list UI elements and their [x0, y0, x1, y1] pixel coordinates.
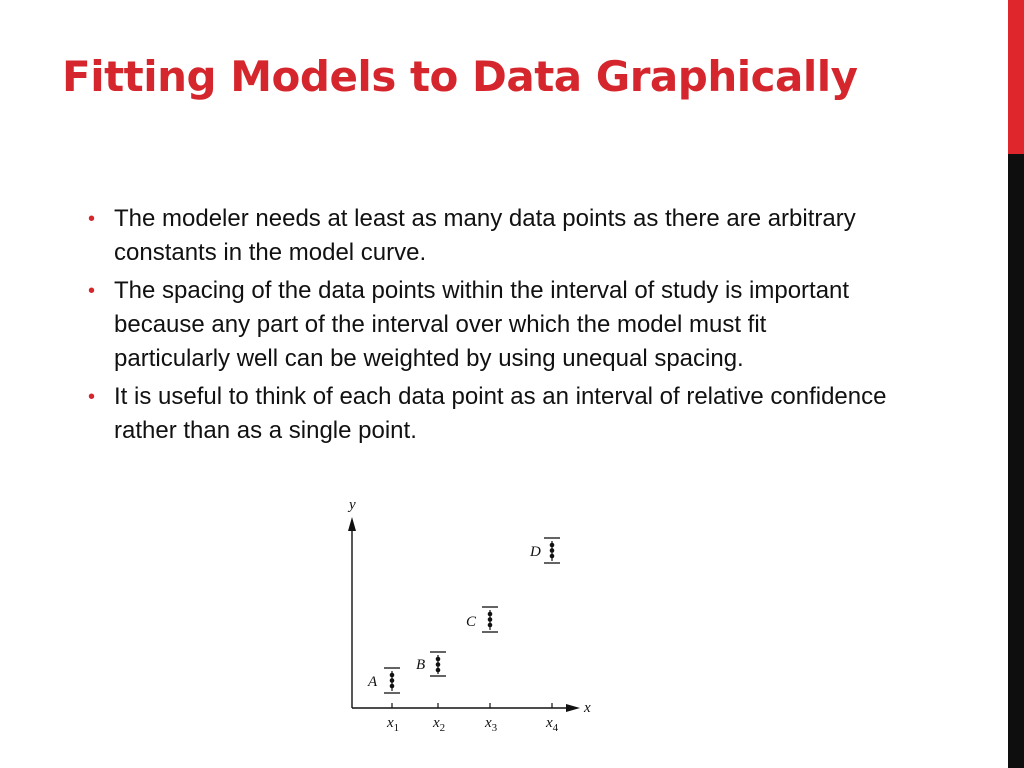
- accent-bar-dark: [1008, 154, 1024, 768]
- bullet-text: The spacing of the data points within the interval of study is important because any part of the interval over which the model must fit particularly well can be weighted by using unequal spacing.: [114, 277, 850, 372]
- tick-base: x: [485, 715, 492, 731]
- bullet-marker: •: [88, 280, 96, 302]
- tick-base: x: [387, 715, 394, 731]
- tick-base: x: [433, 715, 440, 731]
- tick-sub: 3: [491, 722, 498, 734]
- bullet-text: The modeler needs at least as many data points as there are arbitrary constants in the model curve.: [114, 205, 856, 266]
- x-axis-arrow-icon: [566, 704, 580, 712]
- confidence-interval-a: [367, 668, 400, 693]
- x-tick-label-1: [386, 715, 399, 734]
- confidence-interval-figure: [330, 495, 610, 745]
- confidence-interval-c: [466, 607, 498, 632]
- y-axis-arrow-icon: [348, 517, 356, 531]
- y-axis-label: y: [349, 497, 356, 513]
- accent-bar-red: [1008, 0, 1024, 154]
- slide-title: Fitting Models to Data Graphically: [62, 52, 858, 101]
- bullet-marker: •: [88, 386, 96, 408]
- bullet-marker: •: [88, 208, 96, 230]
- tick-sub: 4: [552, 722, 559, 734]
- figure-svg: [330, 495, 610, 745]
- bullet-item-3: [88, 380, 888, 448]
- tick-sub: 1: [393, 722, 400, 734]
- x-tick-label-3: [484, 715, 498, 734]
- point-label-c: C: [466, 614, 477, 630]
- point-label-a: A: [368, 674, 378, 690]
- bullet-list: [88, 202, 888, 452]
- bullet-item-1: [88, 202, 888, 270]
- bullet-text: It is useful to think of each data point as an interval of relative confidence rather than as a single point.: [114, 383, 887, 444]
- confidence-interval-b: [416, 652, 446, 676]
- point-label-d: D: [530, 544, 541, 560]
- confidence-interval-d: [529, 538, 560, 563]
- x-axis-label: x: [584, 700, 591, 716]
- x-tick-label-4: [545, 715, 559, 734]
- x-tick-label-2: [432, 715, 445, 734]
- tick-base: x: [546, 715, 553, 731]
- bullet-item-2: [88, 274, 888, 376]
- point-label-b: B: [416, 657, 426, 673]
- tick-sub: 2: [439, 722, 446, 734]
